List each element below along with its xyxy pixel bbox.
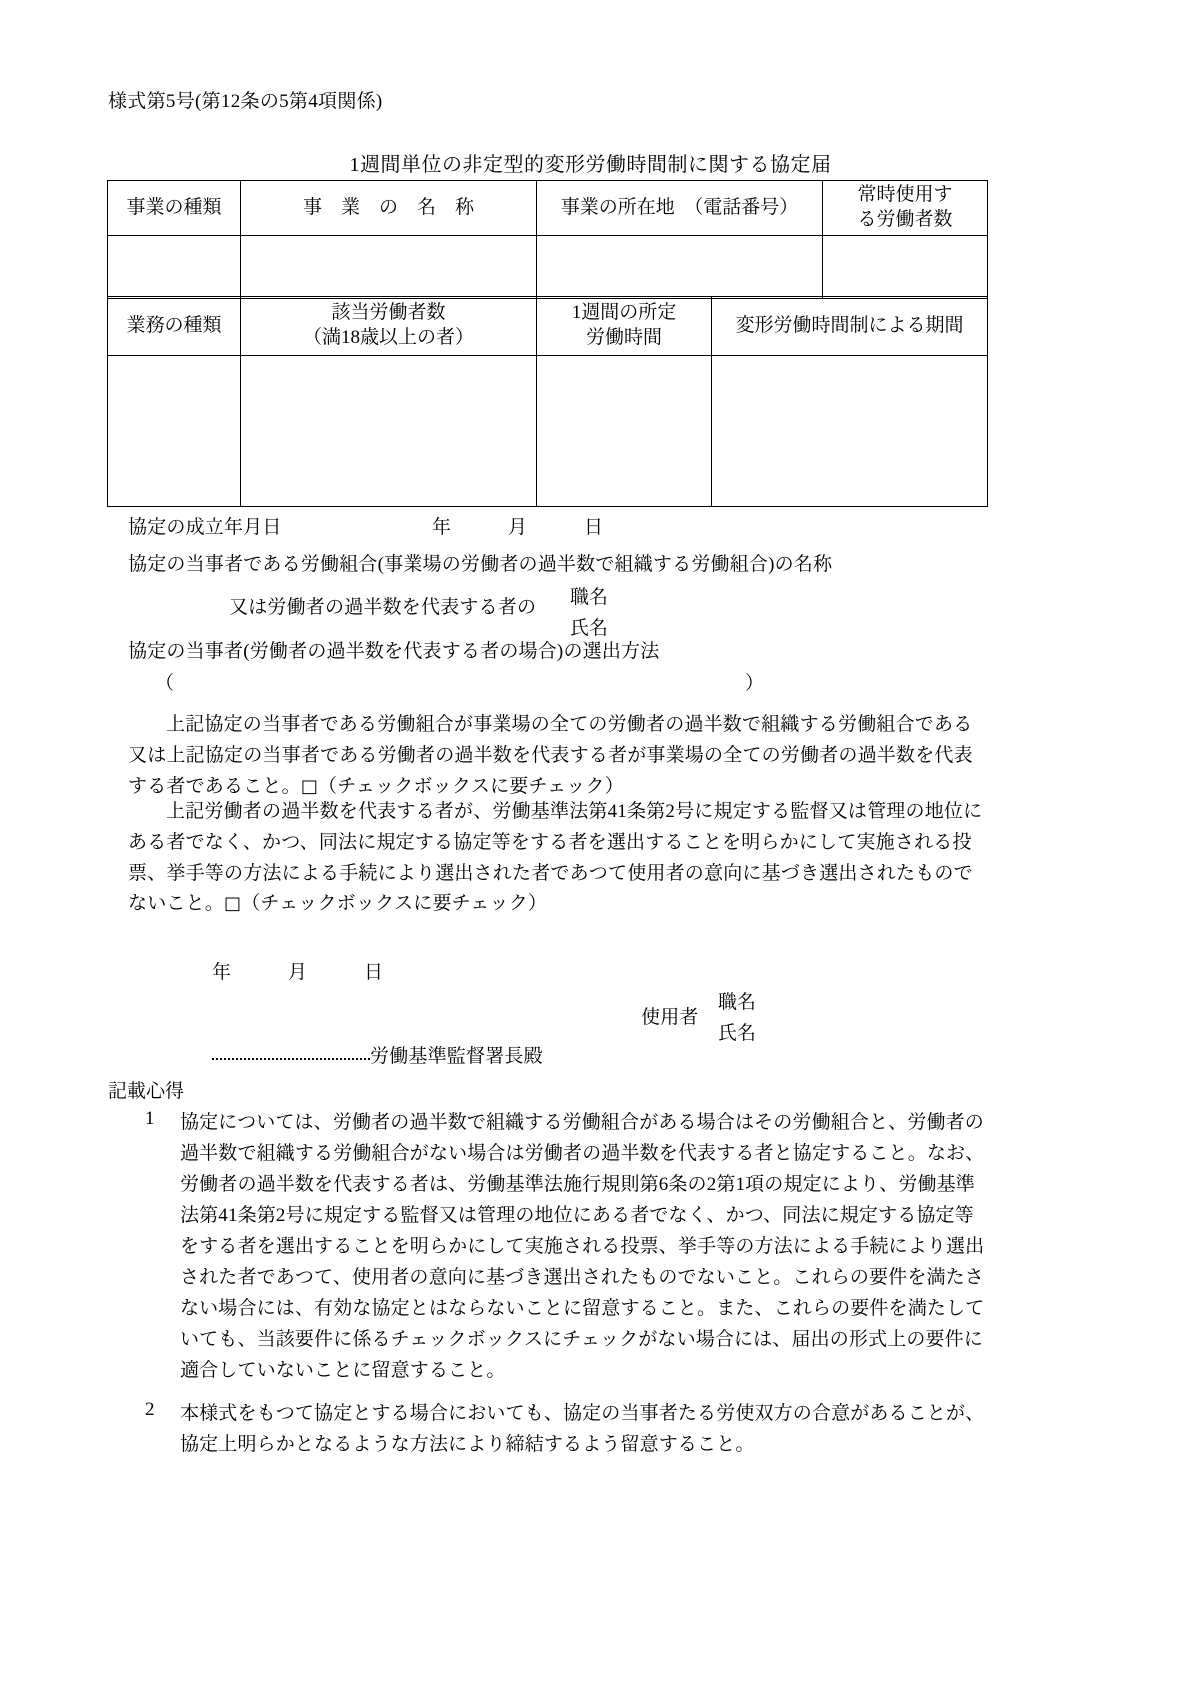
col-header-business-name: 事 業 の 名 称 bbox=[241, 181, 537, 236]
notes-title: 記載心得 bbox=[108, 1081, 185, 1102]
authority-blank-line[interactable] bbox=[212, 1058, 370, 1060]
table-row bbox=[108, 297, 988, 356]
weekly-hours-line2: 労働時間 bbox=[585, 327, 662, 348]
input-business-address[interactable] bbox=[537, 236, 823, 299]
form-number: 様式第5号(第12条の5第4項関係) bbox=[108, 91, 383, 112]
establishment-table bbox=[107, 180, 988, 299]
input-worker-count[interactable] bbox=[823, 236, 988, 299]
input-business-name[interactable] bbox=[241, 236, 537, 299]
table-row bbox=[108, 356, 988, 507]
conclusion-date-label: 協定の成立年月日 bbox=[128, 517, 282, 538]
work-table bbox=[107, 296, 988, 507]
representative-title-label: 職名 bbox=[570, 587, 609, 608]
col-header-period: 変形労働時間制による期間 bbox=[712, 297, 988, 356]
employer-label: 使用者 bbox=[641, 1007, 699, 1028]
checkbox-1[interactable]: □ bbox=[300, 775, 319, 797]
employer-fields bbox=[718, 988, 756, 1050]
worker-count-line2: る労働者数 bbox=[857, 209, 953, 230]
declaration-2-text: 上記労働者の過半数を代表する者が、労働基準法第41条第2号に規定する監督又は管理の地位にある者でなく、かつ、同法に規定する協定等をする者を選出することを明らかにして実施される投票、挙手等の方法による手続により選出された者であつて使用者の意向に基づき選出されたものでないこと。 bbox=[128, 801, 983, 915]
col-header-applicable-workers bbox=[241, 297, 537, 356]
col-header-weekly-hours bbox=[537, 297, 712, 356]
table-row bbox=[108, 181, 988, 236]
note-number-2: 2 bbox=[145, 1399, 155, 1420]
weekly-hours-line1: 1週間の所定 bbox=[571, 302, 677, 324]
declaration-2-note: （チェックボックスに要チェック） bbox=[241, 893, 548, 915]
note-number-1: 1 bbox=[145, 1108, 155, 1129]
declaration-1 bbox=[128, 710, 988, 802]
party-representative-line: 又は労働者の過半数を代表する者の bbox=[229, 597, 537, 618]
selection-method-paren-open: （ bbox=[155, 673, 175, 694]
representative-name-label: 氏名 bbox=[570, 617, 609, 639]
input-period[interactable] bbox=[712, 356, 988, 507]
selection-method-paren-close: ） bbox=[745, 673, 765, 694]
note-text-2: 本様式をもつて協定とする場合においても、協定の当事者たる労使双方の合意があることが、協定上明らかとなるような方法により締結するよう留意すること。 bbox=[180, 1403, 985, 1455]
table-row bbox=[108, 236, 988, 299]
checkbox-2[interactable]: □ bbox=[224, 893, 242, 915]
employer-name-label: 氏名 bbox=[718, 1022, 757, 1044]
input-business-type[interactable] bbox=[108, 236, 241, 299]
worker-count-line1: 常時使用す bbox=[857, 184, 953, 206]
applicable-workers-line1: 該当労働者数 bbox=[331, 302, 446, 324]
declaration-2 bbox=[128, 797, 988, 920]
col-header-business-address: 事業の所在地 （電話番号） bbox=[537, 181, 823, 236]
party-union-line: 協定の当事者である労働組合(事業場の労働者の過半数で組織する労働組合)の名称 bbox=[128, 554, 833, 575]
applicable-workers-line2: （満18歳以上の者） bbox=[302, 327, 474, 348]
input-applicable-workers[interactable] bbox=[241, 356, 537, 507]
declaration-1-text: 上記協定の当事者である労働組合が事業場の全ての労働者の過半数で組織する労働組合である又は上記協定の当事者である労働者の過半数を代表する者が事業場の全ての労働者の過半数を代表する者であること。 bbox=[128, 714, 973, 797]
submission-date-value[interactable]: 年 月 日 bbox=[212, 962, 384, 983]
employer-title-label: 職名 bbox=[718, 992, 757, 1013]
col-header-business-type: 事業の種類 bbox=[108, 181, 241, 236]
authority-label: 労働基準監督署長殿 bbox=[370, 1046, 543, 1067]
conclusion-date-value[interactable]: 年 月 日 bbox=[432, 517, 604, 538]
col-header-work-type: 業務の種類 bbox=[108, 297, 241, 356]
col-header-worker-count bbox=[823, 181, 988, 236]
declaration-1-note: （チェックボックスに要チェック） bbox=[318, 775, 624, 797]
page-title: 1週間単位の非定型的変形労働時間制に関する協定届 bbox=[349, 154, 832, 176]
input-work-type[interactable] bbox=[108, 356, 241, 507]
input-weekly-hours[interactable] bbox=[537, 356, 712, 507]
note-text-1: 協定については、労働者の過半数で組織する労働組合がある場合はその労働組合と、労働者の過半数で組織する労働組合がない場合は労働者の過半数を代表する者と協定すること。なお、労働者の過半数を代表する者は、労働基準法施行規則第6条の2第1項の規定により、労働基準法第41条第2号に規定する監督又は管理の地位にある者でなく、かつ、同法に規定する協定等をする者を選出することを明らかにして実施される投票、挙手等の方法による手続により選出された者であつて、使用者の意向に基づき選出されたものでないこと。これらの要件を満たさない場合には、有効な協定とはならないことに留意すること。また、これらの要件を満たしていても、当該要件に係るチェックボックスにチェックがない場合には、届出の形式上の要件に適合していないことに留意すること。 bbox=[180, 1112, 985, 1381]
selection-method-label: 協定の当事者(労働者の過半数を代表する者の場合)の選出方法 bbox=[128, 641, 660, 662]
